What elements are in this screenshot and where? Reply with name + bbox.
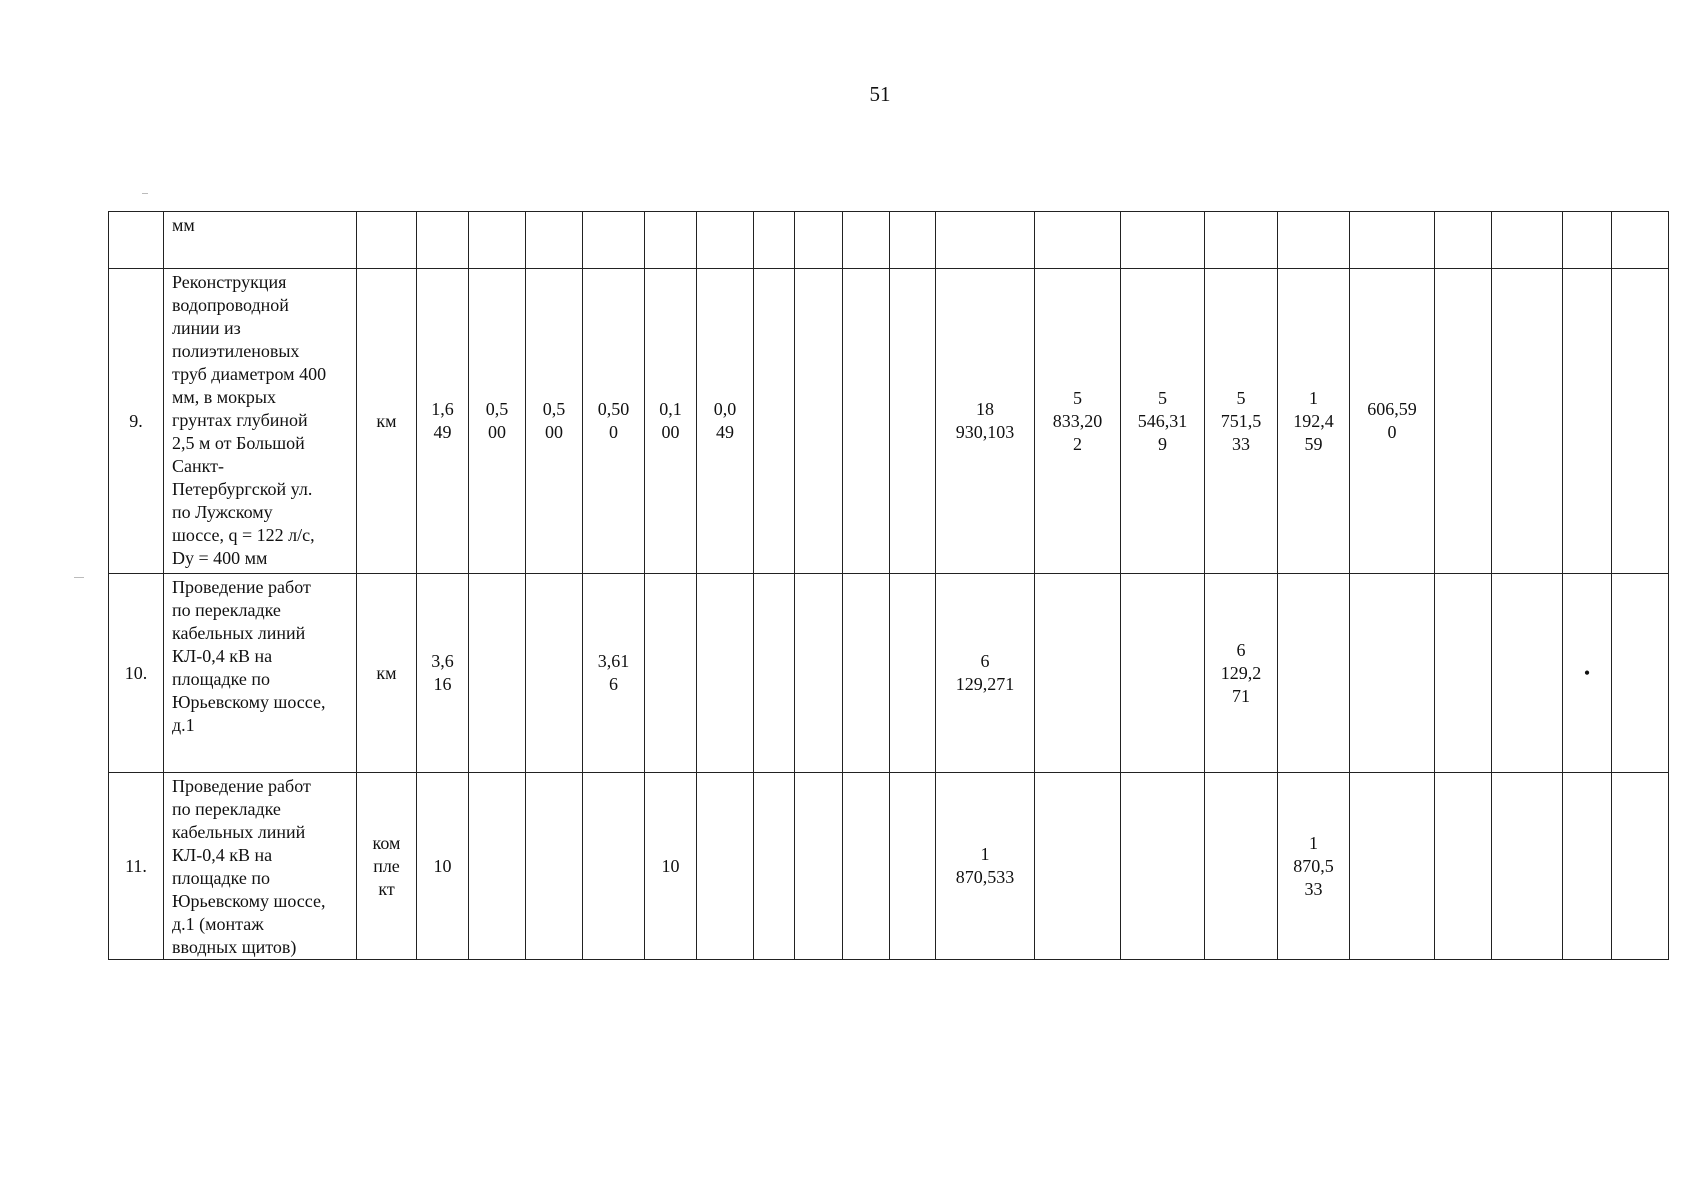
investment-table	[108, 211, 1669, 960]
table-cell	[1492, 574, 1563, 773]
table-cell	[1121, 773, 1205, 960]
row-unit: км	[357, 574, 417, 773]
table-cell	[1350, 574, 1435, 773]
table-cell	[795, 773, 843, 960]
table-cell	[890, 574, 936, 773]
table-cell	[936, 212, 1035, 269]
table-cell	[583, 212, 645, 269]
table-cell	[795, 212, 843, 269]
table-cell	[843, 574, 890, 773]
row-number: 10.	[109, 574, 164, 773]
table-cell	[1612, 773, 1669, 960]
table-cell	[843, 269, 890, 574]
table-cell	[1278, 574, 1350, 773]
table-cell	[1612, 574, 1669, 773]
table-cell	[1121, 212, 1205, 269]
table-cell	[469, 773, 526, 960]
table-cell: 18 930,103	[936, 269, 1035, 574]
table-cell	[526, 773, 583, 960]
table-cell	[890, 773, 936, 960]
table-cell: 6 129,271	[936, 574, 1035, 773]
table-cell	[843, 212, 890, 269]
table-cell	[1350, 773, 1435, 960]
table-row	[109, 269, 1669, 574]
table-cell: 1 870,533	[936, 773, 1035, 960]
table-cell	[697, 574, 754, 773]
scan-artifact	[142, 193, 148, 194]
row-number: 11.	[109, 773, 164, 960]
table-cell: 0,50 0	[583, 269, 645, 574]
row-number: 9.	[109, 269, 164, 574]
table-cell	[526, 574, 583, 773]
table-cell	[795, 269, 843, 574]
table-cell	[1278, 212, 1350, 269]
table-cell	[1121, 574, 1205, 773]
scan-artifact	[74, 577, 84, 578]
table-cell	[583, 773, 645, 960]
table-row	[109, 212, 1669, 269]
table-cell	[526, 212, 583, 269]
table-cell	[1563, 773, 1612, 960]
table-cell	[1612, 269, 1669, 574]
table-cell: 3,6 16	[417, 574, 469, 773]
bullet-mark: •	[1563, 574, 1612, 773]
table-cell	[417, 212, 469, 269]
table-cell	[1035, 212, 1121, 269]
table-cell	[1563, 212, 1612, 269]
table-row	[109, 773, 1669, 960]
table-cell	[843, 773, 890, 960]
table-cell	[754, 212, 795, 269]
table-cell: 10	[645, 773, 697, 960]
table-cell	[1035, 773, 1121, 960]
table-cell	[1492, 773, 1563, 960]
row-description: мм	[164, 212, 357, 269]
table-cell	[1563, 269, 1612, 574]
table-cell: 6 129,2 71	[1205, 574, 1278, 773]
row-unit: км	[357, 269, 417, 574]
table-cell	[754, 773, 795, 960]
table-cell	[1612, 212, 1669, 269]
table-cell: 0,1 00	[645, 269, 697, 574]
table-cell: 1 192,4 59	[1278, 269, 1350, 574]
row-number	[109, 212, 164, 269]
table-row	[109, 574, 1669, 773]
table-cell: 10	[417, 773, 469, 960]
table-cell: 1 870,5 33	[1278, 773, 1350, 960]
table-cell	[890, 269, 936, 574]
table-cell	[697, 773, 754, 960]
table-cell	[1435, 269, 1492, 574]
table-cell	[795, 574, 843, 773]
table-cell: 5 833,20 2	[1035, 269, 1121, 574]
table-cell	[1205, 212, 1278, 269]
table-cell	[645, 574, 697, 773]
row-unit	[357, 212, 417, 269]
table-cell	[1435, 212, 1492, 269]
table-cell: 606,59 0	[1350, 269, 1435, 574]
row-description: Реконструкция водопроводной линии из полиэтиленовых труб диаметром 400 мм, в мокрых грунтах глубиной 2,5 м от Большой Санкт- Петербургской ул. по Лужскому шоссе, q = 122 л/с, Dу = 400 мм	[164, 269, 357, 574]
row-unit: ком пле кт	[357, 773, 417, 960]
table-cell	[697, 212, 754, 269]
table-cell	[890, 212, 936, 269]
table-cell: 0,5 00	[469, 269, 526, 574]
table-cell	[645, 212, 697, 269]
table-cell	[754, 574, 795, 773]
row-description: Проведение работ по перекладке кабельных линий КЛ-0,4 кВ на площадке по Юрьевскому шоссе, д.1	[164, 574, 357, 773]
table-cell	[1492, 212, 1563, 269]
table-cell	[1435, 574, 1492, 773]
table-cell	[469, 212, 526, 269]
table-cell: 5 751,5 33	[1205, 269, 1278, 574]
table-cell	[1035, 574, 1121, 773]
table-cell: 0,0 49	[697, 269, 754, 574]
table-cell	[1350, 212, 1435, 269]
table-cell	[1492, 269, 1563, 574]
row-description: Проведение работ по перекладке кабельных линий КЛ-0,4 кВ на площадке по Юрьевскому шоссе, д.1 (монтаж вводных щитов)	[164, 773, 357, 960]
page-number: 51	[869, 82, 891, 106]
table-cell	[1205, 773, 1278, 960]
table-cell: 3,61 6	[583, 574, 645, 773]
table-cell: 5 546,31 9	[1121, 269, 1205, 574]
table-cell	[469, 574, 526, 773]
table-cell	[1435, 773, 1492, 960]
table-cell	[754, 269, 795, 574]
table-cell: 0,5 00	[526, 269, 583, 574]
table-cell: 1,6 49	[417, 269, 469, 574]
